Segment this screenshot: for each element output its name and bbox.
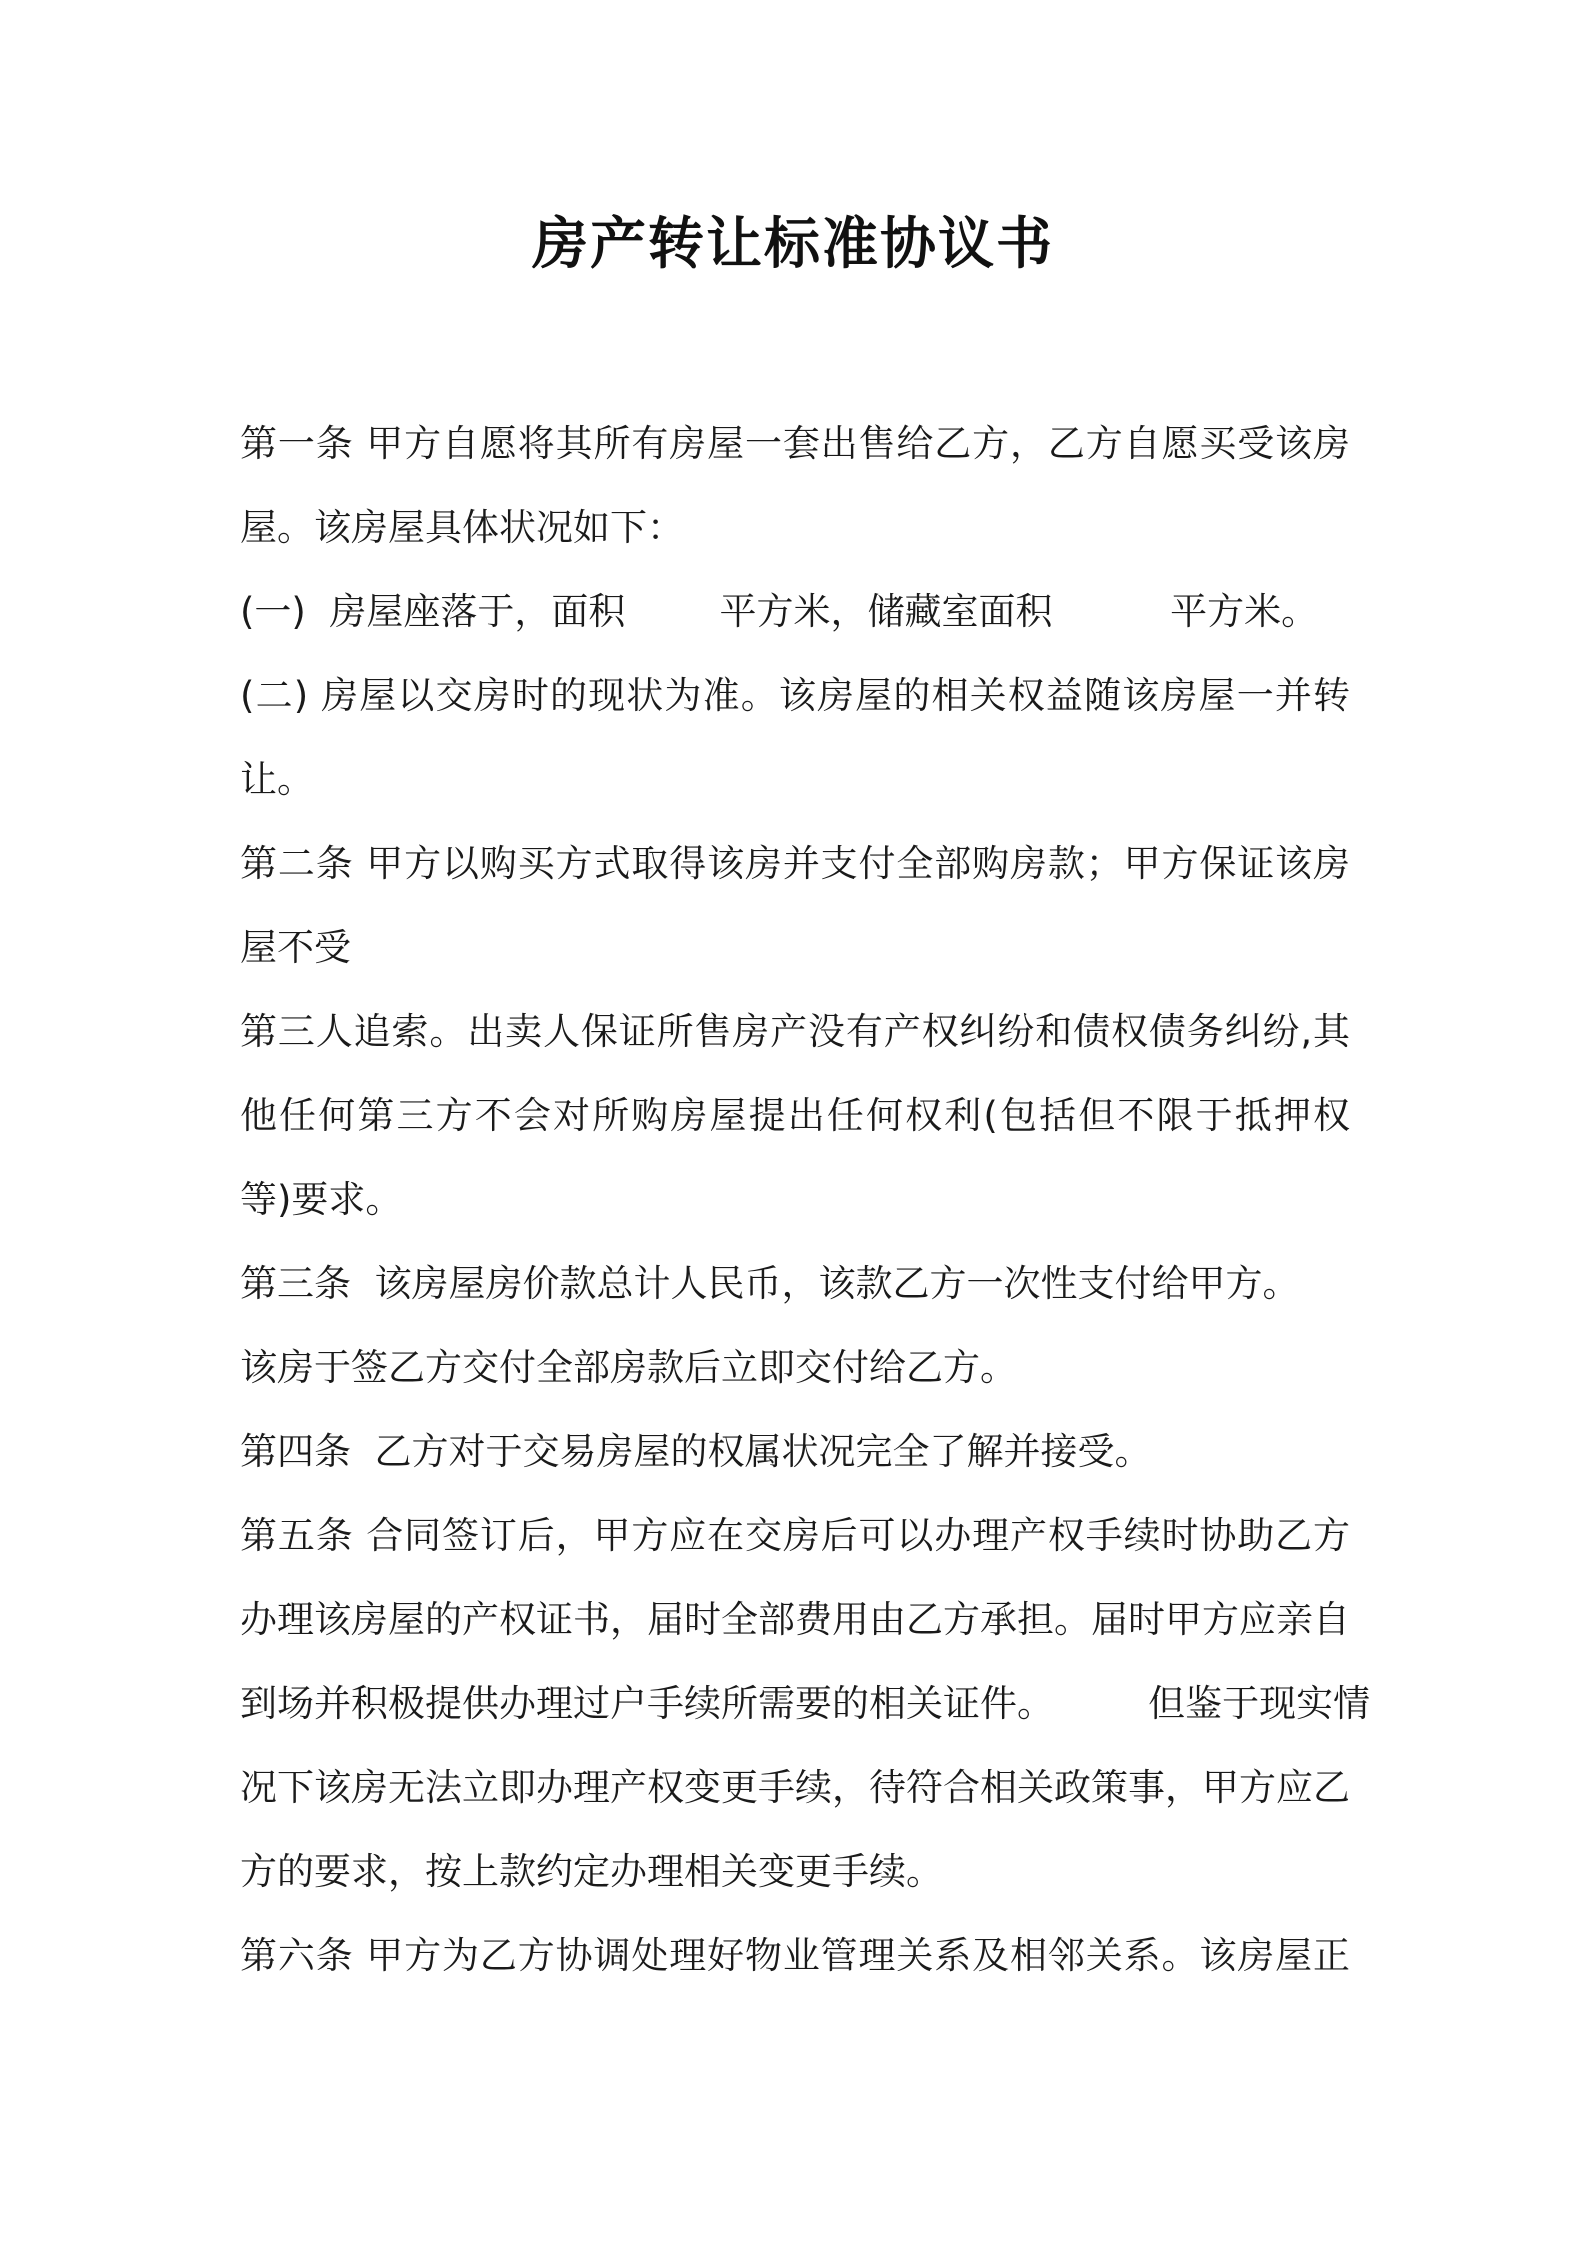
body-line: 第六条 甲方为乙方协调处理好物业管理关系及相邻关系。该房屋正 [240,1934,1350,1977]
body-line: 况下该房无法立即办理产权变更手续，待符合相关政策事，甲方应乙 [240,1766,1350,1809]
body-line: 他任何第三方不会对所购房屋提出任何权利(包括但不限于抵押权 [240,1094,1350,1137]
body-line: (二) 房屋以交房时的现状为准。该房屋的相关权益随该房屋一并转 [240,674,1350,717]
body-line: 第四条 乙方对于交易房屋的权属状况完全了解并接受。 [240,1430,1152,1473]
body-line: 第一条 甲方自愿将其所有房屋一套出售给乙方，乙方自愿买受该房 [240,422,1350,465]
body-line: 屋。该房屋具体状况如下： [240,506,684,549]
body-line: 第三人追索。出卖人保证所售房产没有产权纠纷和债权债务纠纷,其 [240,1010,1350,1053]
body-line: 办理该房屋的产权证书，届时全部费用由乙方承担。届时甲方应亲自 [240,1598,1350,1641]
body-line: 第五条 合同签订后，甲方应在交房后可以办理产权手续时协助乙方 [240,1514,1350,1557]
body-line: 到场并积极提供办理过户手续所需要的相关证件。 但鉴于现实情 [240,1682,1371,1725]
body-line: 等)要求。 [240,1178,403,1221]
document-title: 房产转让标准协议书 [532,212,1054,277]
body-line: (一) 房屋座落于，面积 平方米，储藏室面积 平方米。 [240,590,1319,633]
body-line: 让。 [240,758,314,801]
body-line: 屋不受 [240,926,351,969]
body-line: 第三条 该房屋房价款总计人民币，该款乙方一次性支付给甲方。 [240,1262,1300,1305]
body-line: 方的要求，按上款约定办理相关变更手续。 [240,1850,943,1893]
body-line: 第二条 甲方以购买方式取得该房并支付全部购房款；甲方保证该房 [240,842,1350,885]
document-body [240,402,1371,1998]
body-line: 该房于签乙方交付全部房款后立即交付给乙方。 [240,1346,1017,1389]
